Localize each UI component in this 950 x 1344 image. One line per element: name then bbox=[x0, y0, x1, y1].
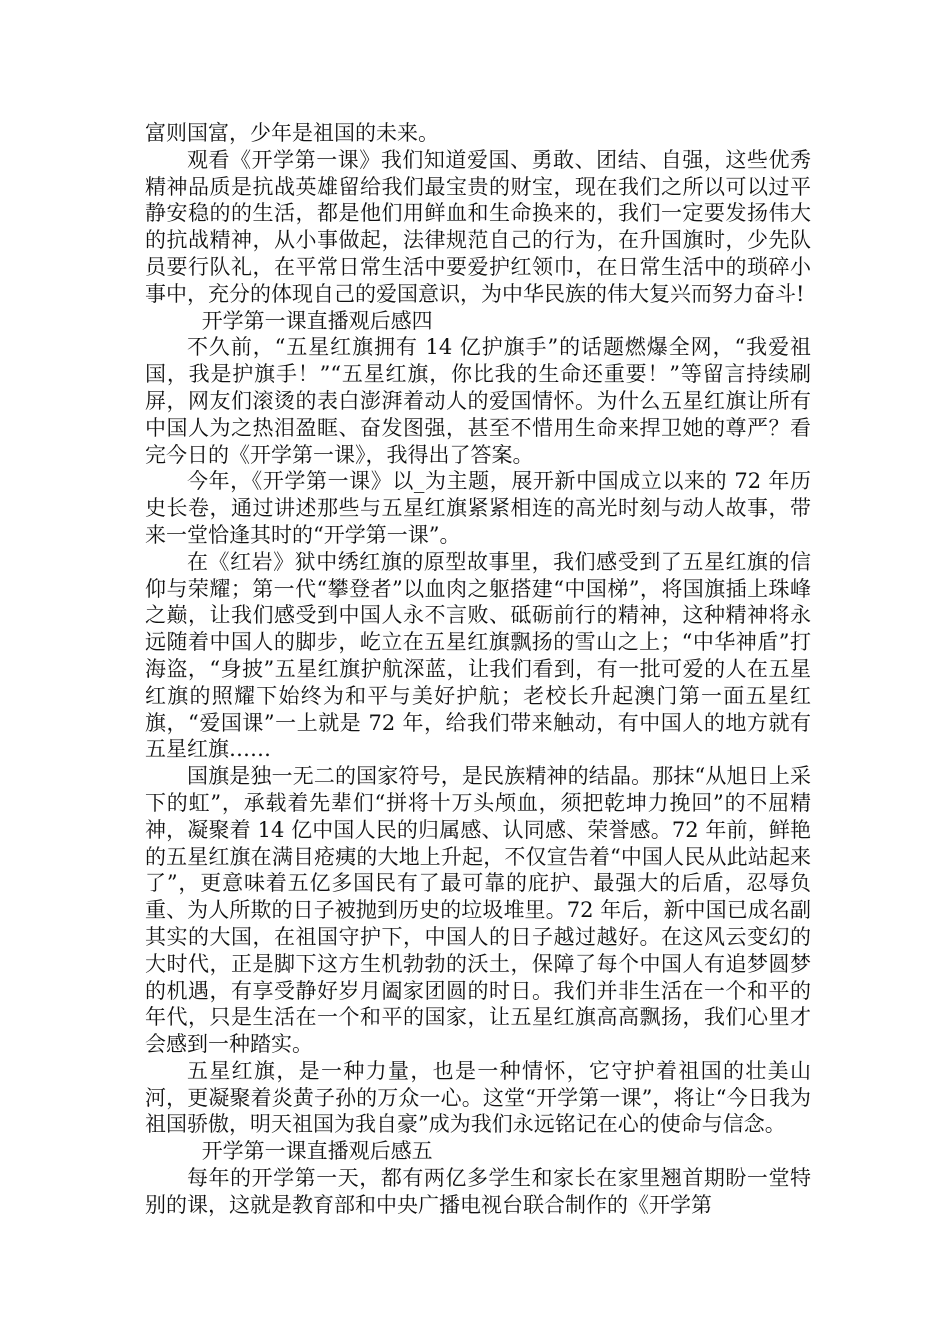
paragraph-continuation: 富则国富，少年是祖国的未来。 bbox=[145, 121, 439, 145]
section-heading: 开学第一课直播观后感四 bbox=[201, 308, 433, 333]
section-heading: 开学第一课直播观后感五 bbox=[201, 1139, 433, 1164]
paragraph: 国旗是独一无二的国家符号，是民族精神的结晶。那抹“从旭日上采下的虹”，承载着先辈们“拼将十万头颅血，须把乾坤力挽回”的不屈精神，凝聚着 14 亿中国人民的归属感、认同感、荣誉感。72 年前，鲜艳的五星红旗在满目疮痍的大地上升起，不仅宣告着“中国人民从此站起来了”，更意味着五亿多国民有了最可靠的庇护、最强大的后盾，忍辱负重、为人所欺的日子被抛到历史的垃圾堆里。72 年后，新中国已成名副其实的大国，在祖国守护下，中国人的日子越过越好。在这风云变幻的大时代，正是脚下这方生机勃勃的沃土，保障了每个中国人有追梦圆梦的机遇，有享受静好岁月阖家团圆的时日。我们并非生活在一个和平的年代，只是生活在一个和平的国家，让五星红旗高高飘扬，我们心里才会感到一种踏实。 bbox=[145, 764, 811, 1057]
paragraph: 每年的开学第一天，都有两亿多学生和家长在家里翘首期盼一堂特别的课，这就是教育部和中央广播电视台联合制作的《开学第 bbox=[145, 1166, 811, 1217]
paragraph: 观看《开学第一课》我们知道爱国、勇敢、团结、自强，这些优秀精神品质是抗战英雄留给我们最宝贵的财宝，现在我们之所以可以过平静安稳的的生活，都是他们用鲜血和生命换来的，我们一定要发扬伟大的抗战精神，从小事做起，法律规范自己的行为，在升国旗时，少先队员要行队礼，在平常日常生活中要爱护红领巾，在日常生活中的琐碎小事中，充分的体现自己的爱国意识，为中华民族的伟大复兴而努力奋斗! bbox=[145, 147, 811, 306]
paragraph: 今年，《开学第一课》以_为主题，展开新中国成立以来的 72 年历史长卷，通过讲述那些与五星红旗紧紧相连的高光时刻与动人故事，带来一堂恰逢其时的“开学第一课”。 bbox=[145, 469, 811, 547]
paragraph: 在《红岩》狱中绣红旗的原型故事里，我们感受到了五星红旗的信仰与荣耀；第一代“攀登者”以血肉之躯搭建“中国梯”，将国旗插上珠峰之巅，让我们感受到中国人永不言败、砥砺前行的精神，这种精神将永远随着中国人的脚步，屹立在五星红旗飘扬的雪山之上；“中华神盾”打海盗，“身披”五星红旗护航深蓝，让我们看到，有一批可爱的人在五星红旗的照耀下始终为和平与美好护航；老校长升起澳门第一面五星红旗，“爱国课”一上就是 72 年，给我们带来触动，有中国人的地方就有五星红旗…… bbox=[145, 549, 811, 762]
paragraph: 五星红旗，是一种力量，也是一种情怀，它守护着祖国的壮美山河，更凝聚着炎黄子孙的万众一心。这堂“开学第一课”，将让“今日我为祖国骄傲，明天祖国为我自豪”成为我们永远铭记在心的使命与信念。 bbox=[145, 1058, 811, 1137]
document-page bbox=[145, 120, 811, 1219]
paragraph: 不久前，“五星红旗拥有 14 亿护旗手”的话题燃爆全网，“我爱祖国，我是护旗手！”“五星红旗，你比我的生命还重要！”等留言持续刷屏，网友们滚烫的表白澎湃着动人的爱国情怀。为什么五星红旗让所有中国人为之热泪盈眶、奋发图强，甚至不惜用生命来捍卫她的尊严？看完今日的《开学第一课》，我得出了答案。 bbox=[145, 335, 811, 467]
